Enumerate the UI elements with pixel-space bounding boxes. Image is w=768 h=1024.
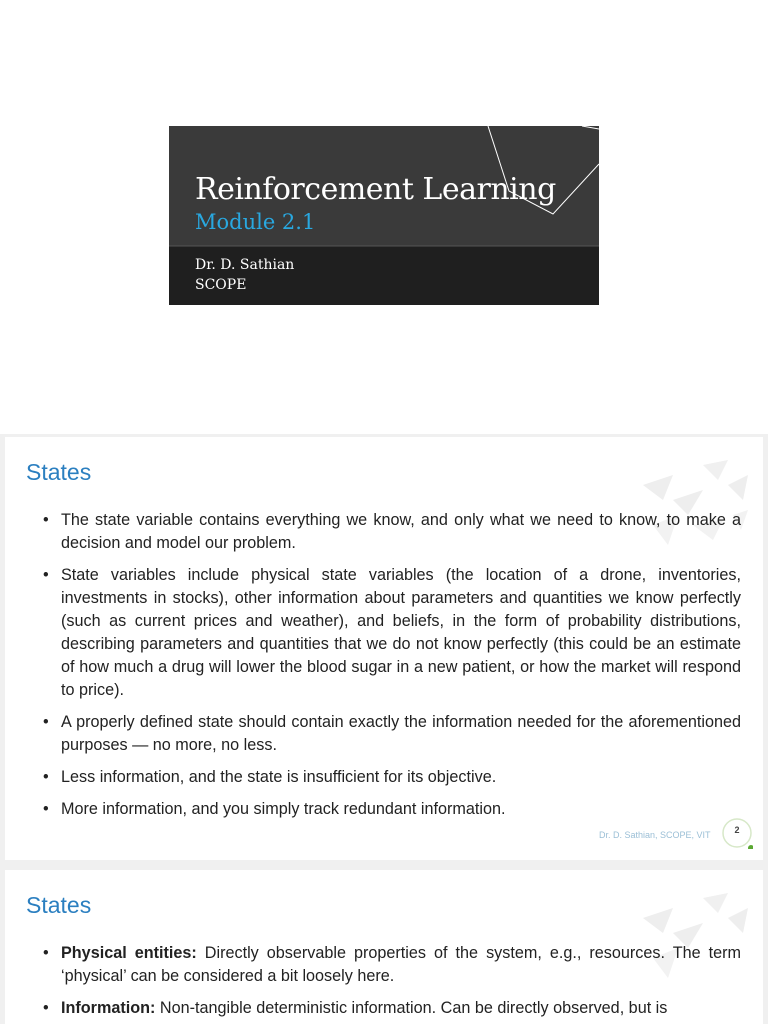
list-item bbox=[37, 997, 741, 1020]
bullet-term: Information: bbox=[61, 999, 156, 1017]
bullet-text: The state variable contains everything we know, and only what we need to know, to make a decision and model our problem. bbox=[61, 511, 741, 552]
bullet-icon: • bbox=[43, 800, 49, 818]
slide-states-2 bbox=[5, 870, 763, 1024]
list-item bbox=[37, 766, 741, 789]
bullet-icon: • bbox=[43, 566, 49, 584]
bullet-icon: • bbox=[43, 999, 49, 1017]
slide-subtitle: Module 2.1 bbox=[195, 210, 316, 234]
list-item bbox=[37, 942, 741, 988]
slide-footer: Dr. D. Sathian, SCOPE, VIT bbox=[599, 830, 711, 840]
list-item bbox=[37, 564, 741, 702]
slide-title: Reinforcement Learning bbox=[195, 172, 556, 207]
bullet-list bbox=[37, 509, 741, 830]
title-slide bbox=[169, 126, 599, 305]
slide-author: Dr. D. Sathian bbox=[195, 257, 295, 273]
bullet-text: Directly observable properties of the system, e.g., resources. The term ‘physical’ can be considered a bit loosely here. bbox=[61, 944, 741, 985]
bullet-icon: • bbox=[43, 768, 49, 786]
list-item bbox=[37, 711, 741, 757]
bullet-text: Less information, and the state is insufficient for its objective. bbox=[61, 768, 497, 786]
bullet-text: More information, and you simply track redundant information. bbox=[61, 800, 506, 818]
bullet-text: A properly defined state should contain exactly the information needed for the aforementioned purposes — no more, no less. bbox=[61, 713, 741, 754]
bullet-icon: • bbox=[43, 944, 49, 962]
bullet-icon: • bbox=[43, 511, 49, 529]
bullet-icon: • bbox=[43, 713, 49, 731]
slide-department: SCOPE bbox=[195, 277, 247, 293]
list-item bbox=[37, 509, 741, 555]
list-item bbox=[37, 798, 741, 821]
slide-heading: States bbox=[26, 459, 92, 485]
bullet-list bbox=[37, 942, 741, 1024]
slide-heading: States bbox=[26, 892, 92, 918]
bullet-term: Physical entities: bbox=[61, 944, 197, 962]
slide-states-1 bbox=[5, 437, 763, 860]
bullet-text: Non-tangible deterministic information. Can be directly observed, but is bbox=[155, 999, 668, 1017]
bullet-text: State variables include physical state variables (the location of a drone, inventories, investments in stocks), other information about parameters and quantities we know perfectly (such as current prices and weather), and beliefs, in the form of probability distributions, describing parameters and quantities that we do not know perfectly (this could be an estimate of how much a drug will lower the blood sugar in a new patient, or how the market will respond to price). bbox=[61, 566, 741, 699]
page-number: 2 bbox=[734, 825, 740, 835]
